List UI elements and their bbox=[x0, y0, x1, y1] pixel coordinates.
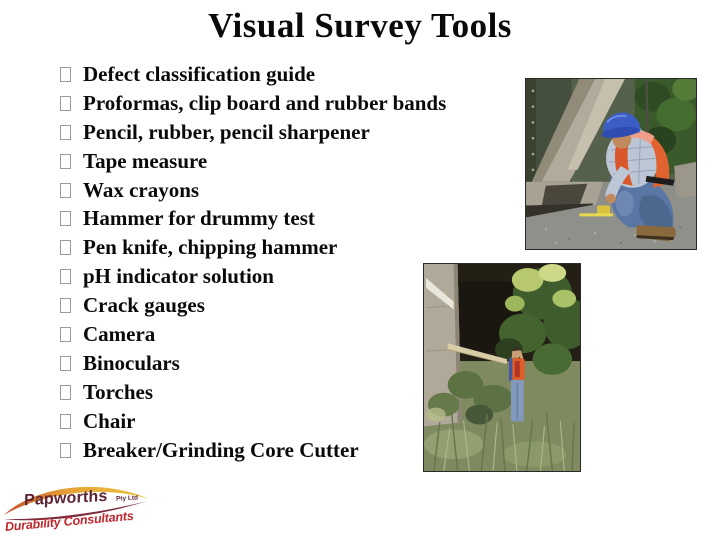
list-item bbox=[60, 262, 480, 291]
list-item-text: Torches bbox=[83, 379, 154, 404]
bullet-square-icon bbox=[60, 414, 71, 429]
list-item bbox=[60, 349, 480, 378]
bullet-square-icon bbox=[60, 240, 71, 255]
logo-tagline: Durability Consultants bbox=[4, 508, 135, 534]
list-item bbox=[60, 204, 480, 233]
bullet-square-icon bbox=[60, 269, 71, 284]
list-item-text: Pencil, rubber, pencil sharpener bbox=[83, 119, 370, 144]
bullet-square-icon bbox=[60, 96, 71, 111]
list-item bbox=[60, 147, 480, 176]
list-item-text: Camera bbox=[83, 321, 156, 346]
bullet-square-icon bbox=[60, 327, 71, 342]
list-item bbox=[60, 436, 480, 465]
list-item-text: Breaker/Grinding Core Cutter bbox=[83, 437, 359, 462]
photo-illustration bbox=[424, 264, 580, 471]
logo-company-suffix: Pty Ltd bbox=[115, 494, 139, 503]
list-item bbox=[60, 176, 480, 205]
list-item-text: Crack gauges bbox=[83, 293, 205, 318]
list-item bbox=[60, 320, 480, 349]
logo-company-name: Papworths bbox=[23, 487, 108, 510]
bullet-square-icon bbox=[60, 211, 71, 226]
list-item bbox=[60, 60, 480, 89]
tool-list bbox=[60, 60, 480, 464]
list-item-text: pH indicator solution bbox=[83, 264, 274, 289]
list-item bbox=[60, 291, 480, 320]
list-item bbox=[60, 233, 480, 262]
inspector-crouching-photo bbox=[525, 78, 697, 250]
list-item bbox=[60, 378, 480, 407]
list-item bbox=[60, 407, 480, 436]
list-item-text: Binoculars bbox=[83, 350, 180, 375]
slide-title: Visual Survey Tools bbox=[208, 6, 512, 45]
bullet-square-icon bbox=[60, 385, 71, 400]
bullet-square-icon bbox=[60, 356, 71, 371]
list-item bbox=[60, 118, 480, 147]
list-item-text: Pen knife, chipping hammer bbox=[83, 235, 338, 260]
list-item-text: Defect classification guide bbox=[83, 61, 316, 86]
list-item-text: Chair bbox=[83, 408, 136, 433]
papworths-logo bbox=[2, 482, 154, 538]
list-item-text: Tape measure bbox=[83, 148, 208, 173]
list-item-text: Proformas, clip board and rubber bands bbox=[83, 90, 447, 115]
list-item bbox=[60, 89, 480, 118]
photo-illustration bbox=[526, 79, 696, 249]
bullet-square-icon bbox=[60, 67, 71, 82]
bullet-square-icon bbox=[60, 125, 71, 140]
bullet-square-icon bbox=[60, 183, 71, 198]
bullet-square-icon bbox=[60, 443, 71, 458]
list-item-text: Hammer for drummy test bbox=[83, 206, 315, 231]
bullet-square-icon bbox=[60, 298, 71, 313]
bullet-square-icon bbox=[60, 154, 71, 169]
inspector-under-bridge-photo bbox=[423, 263, 581, 472]
list-item-text: Wax crayons bbox=[83, 177, 200, 202]
